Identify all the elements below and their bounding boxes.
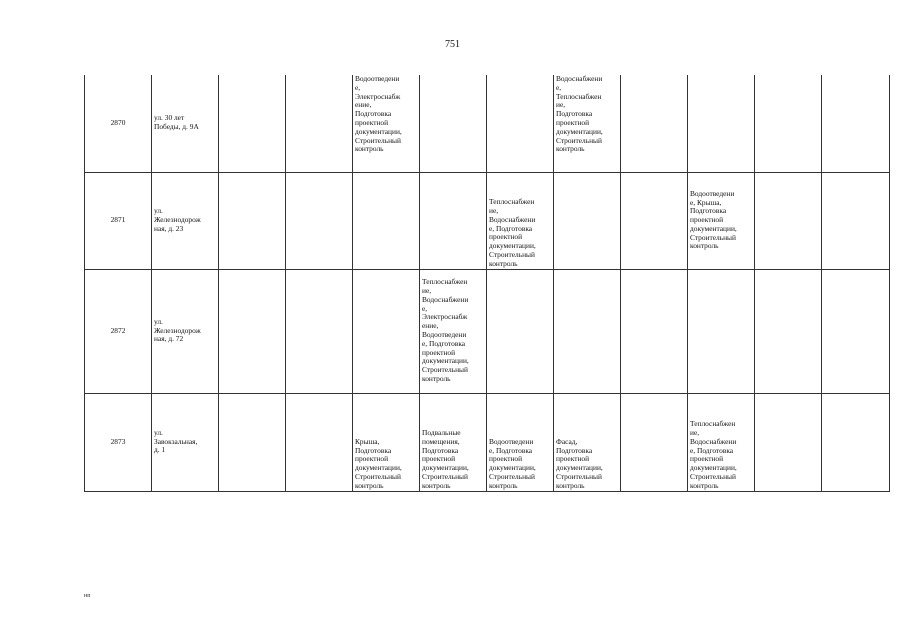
works-cell: [420, 172, 487, 269]
empty-cell: [219, 75, 286, 172]
works-cell: Теплоснабжен ие, Водоснабжени е, Подготовка проектной документации, Строительный контроль: [688, 393, 755, 491]
building-number-cell: 2871: [85, 172, 152, 269]
table-row: [85, 75, 890, 172]
works-cell: [487, 75, 554, 172]
works-cell: Крыша, Подготовка проектной документации, Строительный контроль: [353, 393, 420, 491]
works-cell: [353, 172, 420, 269]
table-row: [85, 393, 890, 491]
empty-cell: [755, 172, 822, 269]
empty-cell: [755, 75, 822, 172]
empty-cell: [755, 393, 822, 491]
empty-cell: [621, 393, 688, 491]
empty-cell: [286, 393, 353, 491]
empty-cell: [621, 269, 688, 393]
empty-cell: [219, 269, 286, 393]
empty-cell: [822, 172, 890, 269]
address-cell: ул. 30 лет Победы, д. 9А: [152, 75, 219, 172]
empty-cell: [219, 393, 286, 491]
address-cell: ул. Завокзальная, д. 1: [152, 393, 219, 491]
works-cell: Водоотведени е, Электроснабж ение, Подготовка проектной документации, Строительный контроль: [353, 75, 420, 172]
works-cell: [353, 269, 420, 393]
works-cell: Фасад, Подготовка проектной документации, Строительный контроль: [554, 393, 621, 491]
empty-cell: [621, 172, 688, 269]
building-number-cell: 2873: [85, 393, 152, 491]
works-cell: [554, 269, 621, 393]
building-number-cell: 2872: [85, 269, 152, 393]
works-cell: Подвальные помещения, Подготовка проектной документации, Строительный контроль: [420, 393, 487, 491]
works-cell: [487, 269, 554, 393]
empty-cell: [822, 75, 890, 172]
table-row: [85, 269, 890, 393]
works-cell: [688, 75, 755, 172]
table-row: [85, 172, 890, 269]
works-cell: Водоотведени е, Крыша, Подготовка проектной документации, Строительный контроль: [688, 172, 755, 269]
empty-cell: [755, 269, 822, 393]
page-number: 751: [445, 39, 460, 50]
building-number-cell: 2870: [85, 75, 152, 172]
works-cell: [688, 269, 755, 393]
works-cell: Теплоснабжен ие, Водоснабжени е, Подготовка проектной документации, Строительный контроль: [487, 172, 554, 269]
works-schedule-table: [84, 75, 890, 492]
empty-cell: [621, 75, 688, 172]
empty-cell: [822, 269, 890, 393]
address-cell: ул. Железнодорож ная, д. 23: [152, 172, 219, 269]
works-cell: [420, 75, 487, 172]
empty-cell: [286, 172, 353, 269]
empty-cell: [219, 172, 286, 269]
works-cell: [554, 172, 621, 269]
empty-cell: [286, 269, 353, 393]
footer-mark: нп: [84, 593, 91, 599]
address-cell: ул. Железнодорож ная, д. 72: [152, 269, 219, 393]
works-cell: Теплоснабжен ие, Водоснабжени е, Электроснабж ение, Водоотведени е, Подготовка проектной документации, Строительный контроль: [420, 269, 487, 393]
empty-cell: [286, 75, 353, 172]
works-cell: Водоотведени е, Подготовка проектной документации, Строительный контроль: [487, 393, 554, 491]
empty-cell: [822, 393, 890, 491]
works-cell: Водоснабжени е, Теплоснабжен ие, Подготовка проектной документации, Строительный контроль: [554, 75, 621, 172]
